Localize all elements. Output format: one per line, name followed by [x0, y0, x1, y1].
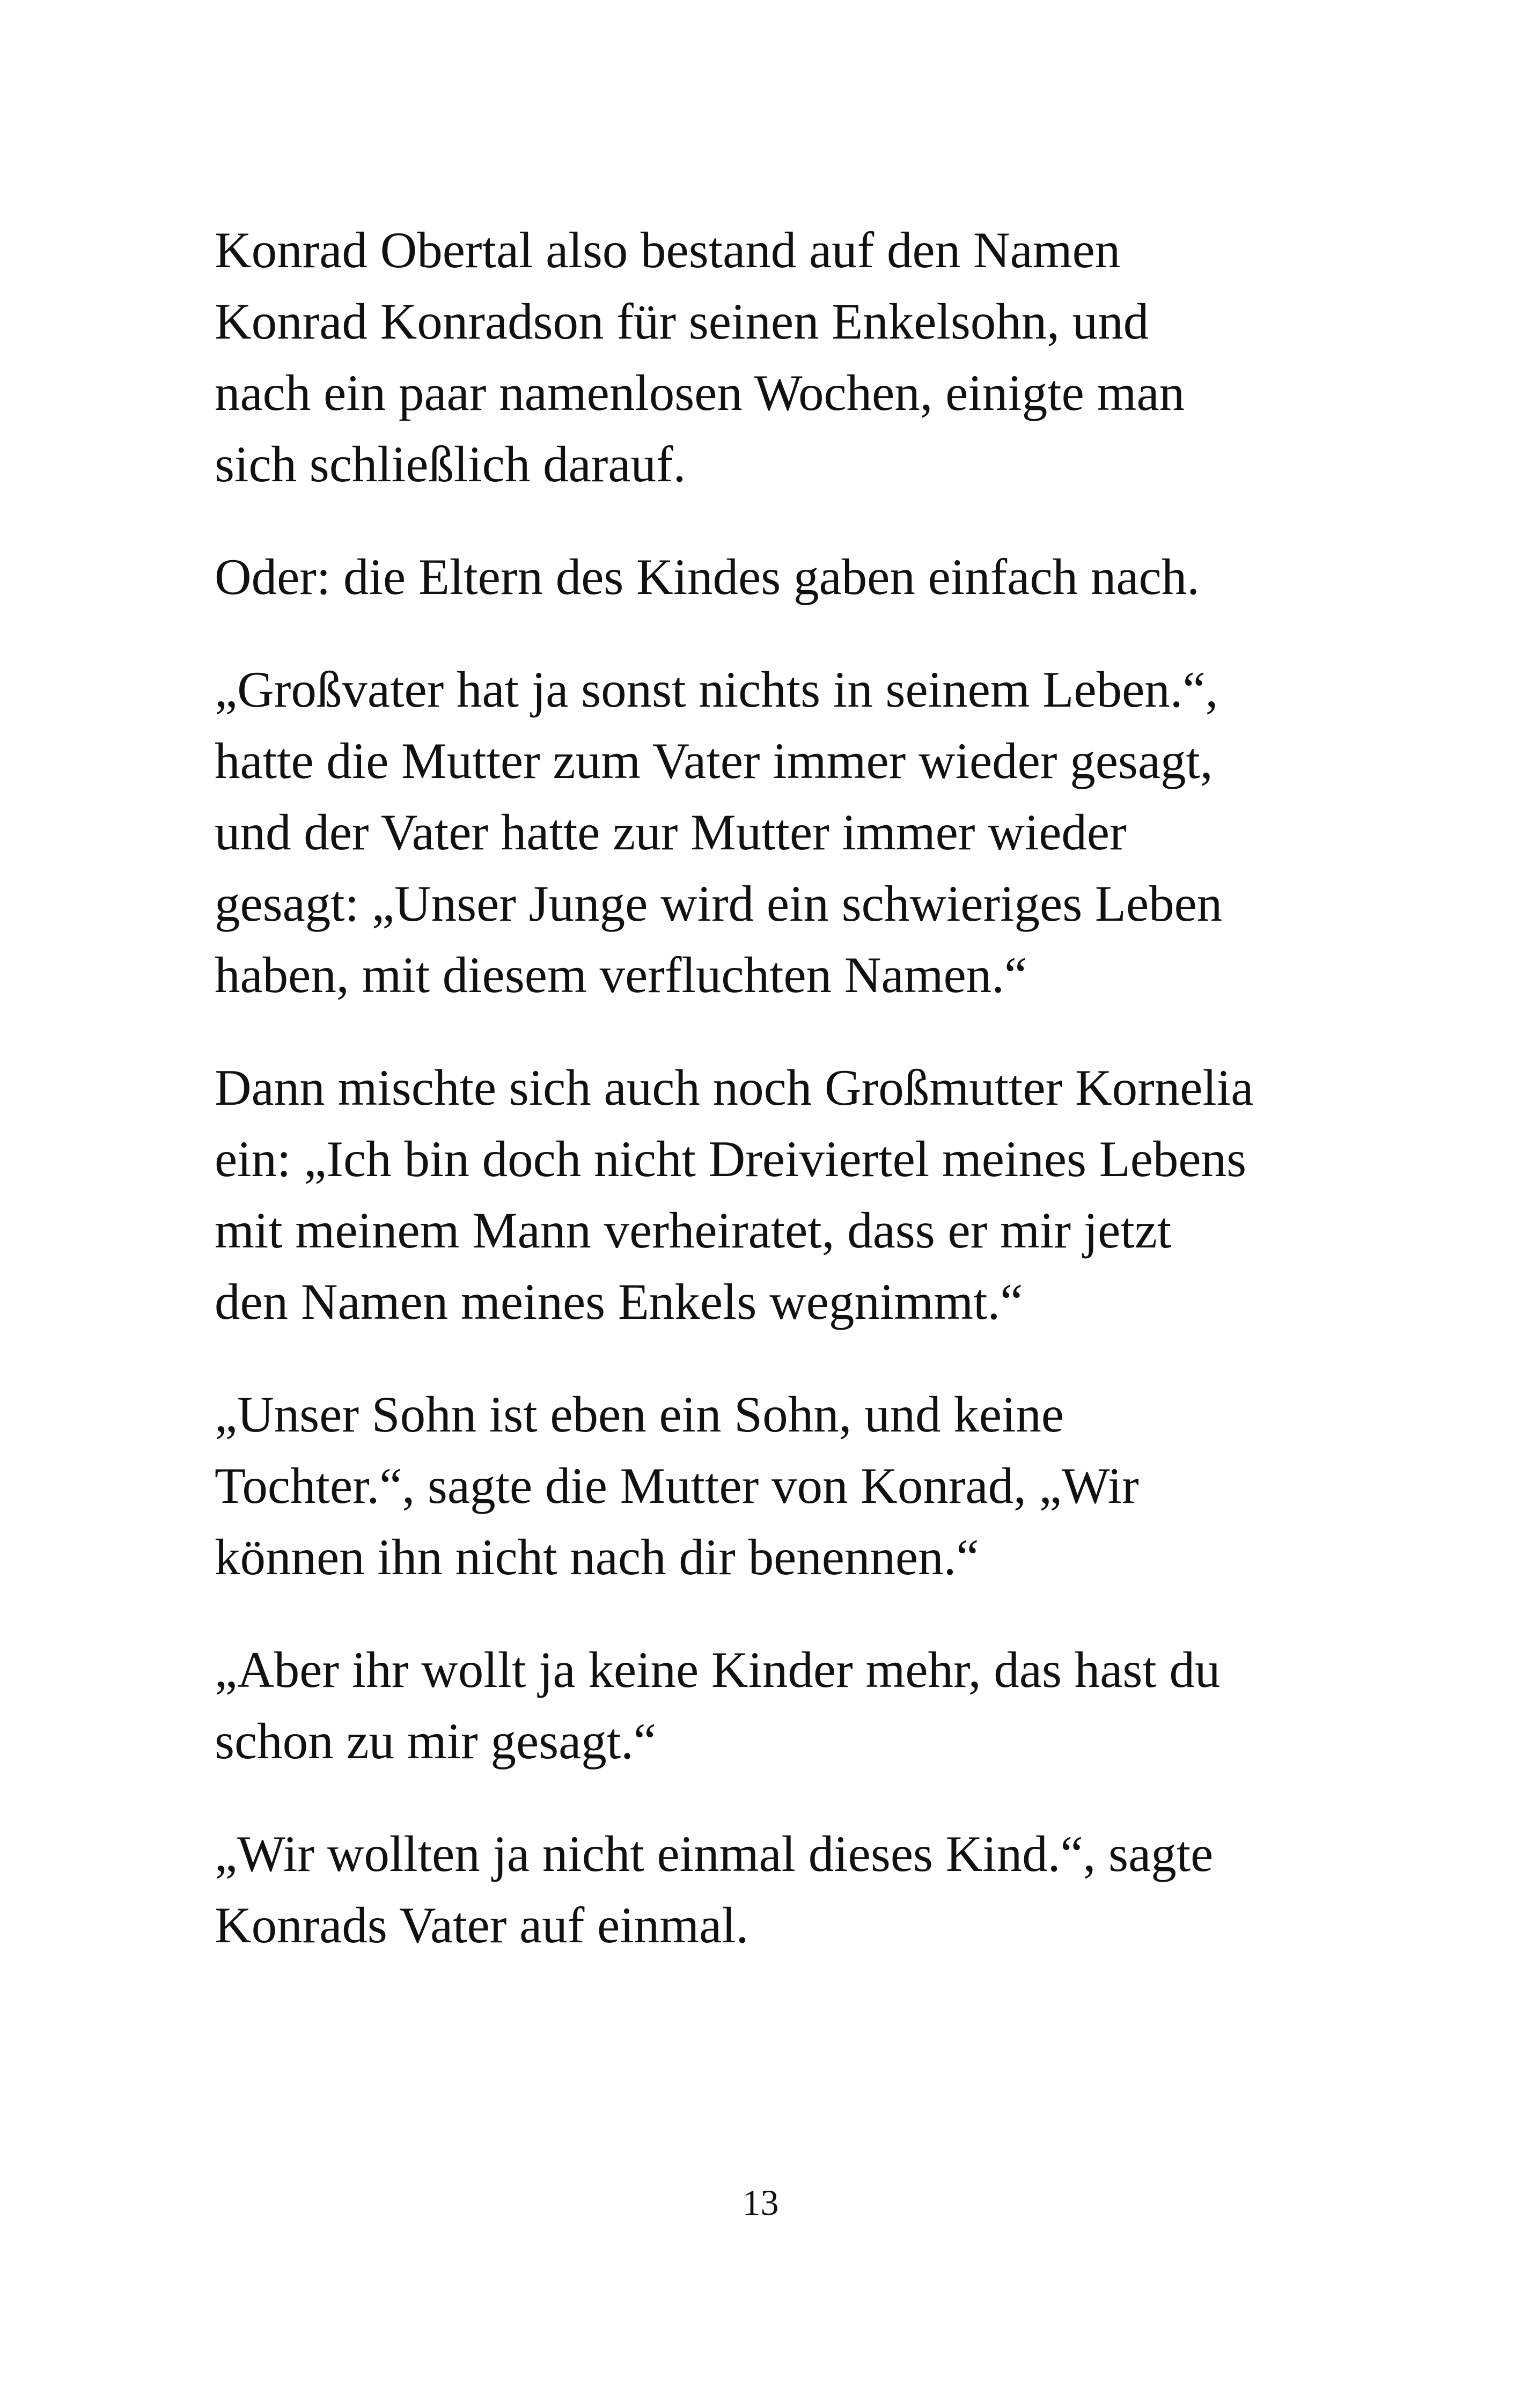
page-number: 13: [742, 2182, 779, 2223]
body-text: [215, 215, 1341, 2002]
text-line: können ihn nicht nach dir benennen.“: [215, 1529, 979, 1585]
text-line: mit meinem Mann verheiratet, dass er mir jetzt: [215, 1202, 1172, 1259]
text-line: nach ein paar namenlosen Wochen, einigte man: [215, 364, 1185, 421]
text-line: schon zu mir gesagt.“: [215, 1713, 657, 1770]
text-line: Konrad Obertal also bestand auf den Namen: [215, 222, 1121, 278]
text-line: Konrads Vater auf einmal.: [215, 1897, 749, 1954]
text-line: und der Vater hatte zur Mutter immer wieder: [215, 804, 1127, 861]
text-line: „Großvater hat ja sonst nichts in seinem Leben.“,: [215, 661, 1218, 718]
text-line: den Namen meines Enkels wegnimmt.“: [215, 1273, 1023, 1330]
paragraph-2: [215, 541, 1341, 613]
text-line: haben, mit diesem verfluchten Namen.“: [215, 946, 1027, 1003]
paragraph-1: [215, 215, 1341, 500]
text-line: „Wir wollten ja nicht einmal dieses Kind.“, sagte: [215, 1825, 1214, 1882]
paragraph-5: [215, 1379, 1341, 1593]
text-line: gesagt: „Unser Junge wird ein schwieriges Leben: [215, 875, 1223, 932]
paragraph-3: [215, 654, 1341, 1011]
text-line: „Unser Sohn ist eben ein Sohn, und keine: [215, 1386, 1064, 1443]
text-line: ein: „Ich bin doch nicht Dreiviertel meines Lebens: [215, 1130, 1247, 1187]
text-line: Tochter.“, sagte die Mutter von Konrad, „Wir: [215, 1457, 1139, 1514]
paragraph-7: [215, 1818, 1341, 1961]
text-line: sich schließlich darauf.: [215, 436, 686, 493]
text-line: „Aber ihr wollt ja keine Kinder mehr, das hast du: [215, 1641, 1221, 1698]
paragraph-6: [215, 1634, 1341, 1777]
text-line: Oder: die Eltern des Kindes gaben einfach nach.: [215, 548, 1200, 605]
text-line: Dann mischte sich auch noch Großmutter Kornelia: [215, 1059, 1254, 1116]
text-line: Konrad Konradson für seinen Enkelsohn, und: [215, 293, 1149, 350]
paragraph-4: [215, 1052, 1341, 1338]
text-line: hatte die Mutter zum Vater immer wieder gesagt,: [215, 732, 1213, 789]
